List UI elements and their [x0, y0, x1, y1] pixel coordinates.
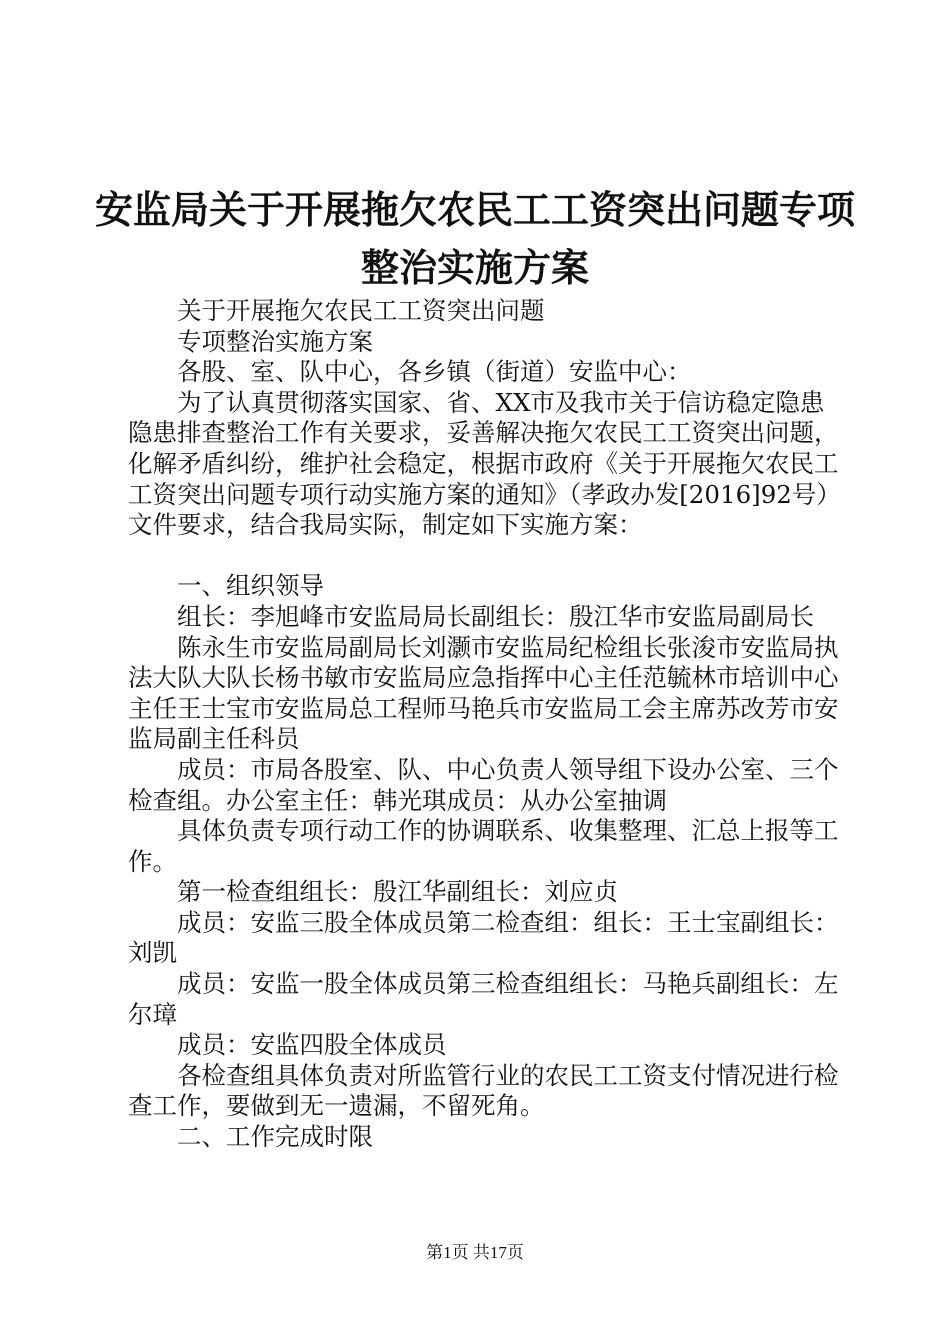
- paragraph-group-3: 成员：安监一股全体成员第三检查组组长：马艳兵副组长：左尔璋: [128, 969, 839, 1029]
- document-title-line-1: 安监局关于开展拖欠农民工工资突出问题专项: [94, 188, 855, 232]
- paragraph-office-duty: 具体负责专项行动工作的协调联系、收集整理、汇总上报等工作。: [128, 816, 839, 876]
- paragraph-leader: 组长：李旭峰市安监局局长副组长：殷江华市安监局副局长: [177, 601, 814, 631]
- paragraph-intro: 为了认真贯彻落实国家、省、XX市及我市关于信访稳定隐患隐患排查整治工作有关要求，妥善解决拖欠农民工工资突出问题，化解矛盾纠纷，维护社会稳定，根据市政府《关于开展拖欠农民工工资突出问题专项行动实施方案的通知》（孝政办发[2016]92号）文件要求，结合我局实际，制定如下实施方案：: [128, 387, 841, 540]
- document-body: [128, 296, 848, 1153]
- paragraph-group-3-members: 成员：安监四股全体成员: [177, 1030, 447, 1060]
- paragraph-members-office: 成员：市局各股室、队、中心负责人领导组下设办公室、三个检查组。办公室主任：韩光琪成员：从办公室抽调: [128, 754, 839, 815]
- paragraph-group-duty: 各检查组具体负责对所监管行业的农民工工资支付情况进行检查工作，要做到无一遗漏，不留死角。: [128, 1060, 839, 1121]
- paragraph-group-1: 第一检查组组长：殷江华副组长：刘应贞: [177, 877, 618, 907]
- section-heading-organization: 一、组织领导: [177, 571, 324, 601]
- document-title-line-2: 整治实施方案: [360, 246, 589, 290]
- section-heading-deadline: 二、工作完成时限: [177, 1122, 373, 1152]
- page-number-footer: 第1页 共17页: [426, 1243, 524, 1262]
- paragraph-subtitle-2: 专项整治实施方案: [177, 326, 373, 356]
- paragraph-group-2: 成员：安监三股全体成员第二检查组：组长：王士宝副组长：刘凯: [128, 907, 839, 968]
- paragraph-salutation: 各股、室、队中心，各乡镇（街道）安监中心：: [177, 357, 692, 387]
- paragraph-members-list: 陈永生市安监局副局长刘灏市安监局纪检组长张浚市安监局执法大队大队长杨书敏市安监局应急指挥中心主任范毓林市培训中心主任王士宝市安监局总工程师马艳兵市安监局工会主席苏改芳市安监局副主任科员: [128, 632, 839, 754]
- paragraph-subtitle-1: 关于开展拖欠农民工工资突出问题: [177, 296, 545, 325]
